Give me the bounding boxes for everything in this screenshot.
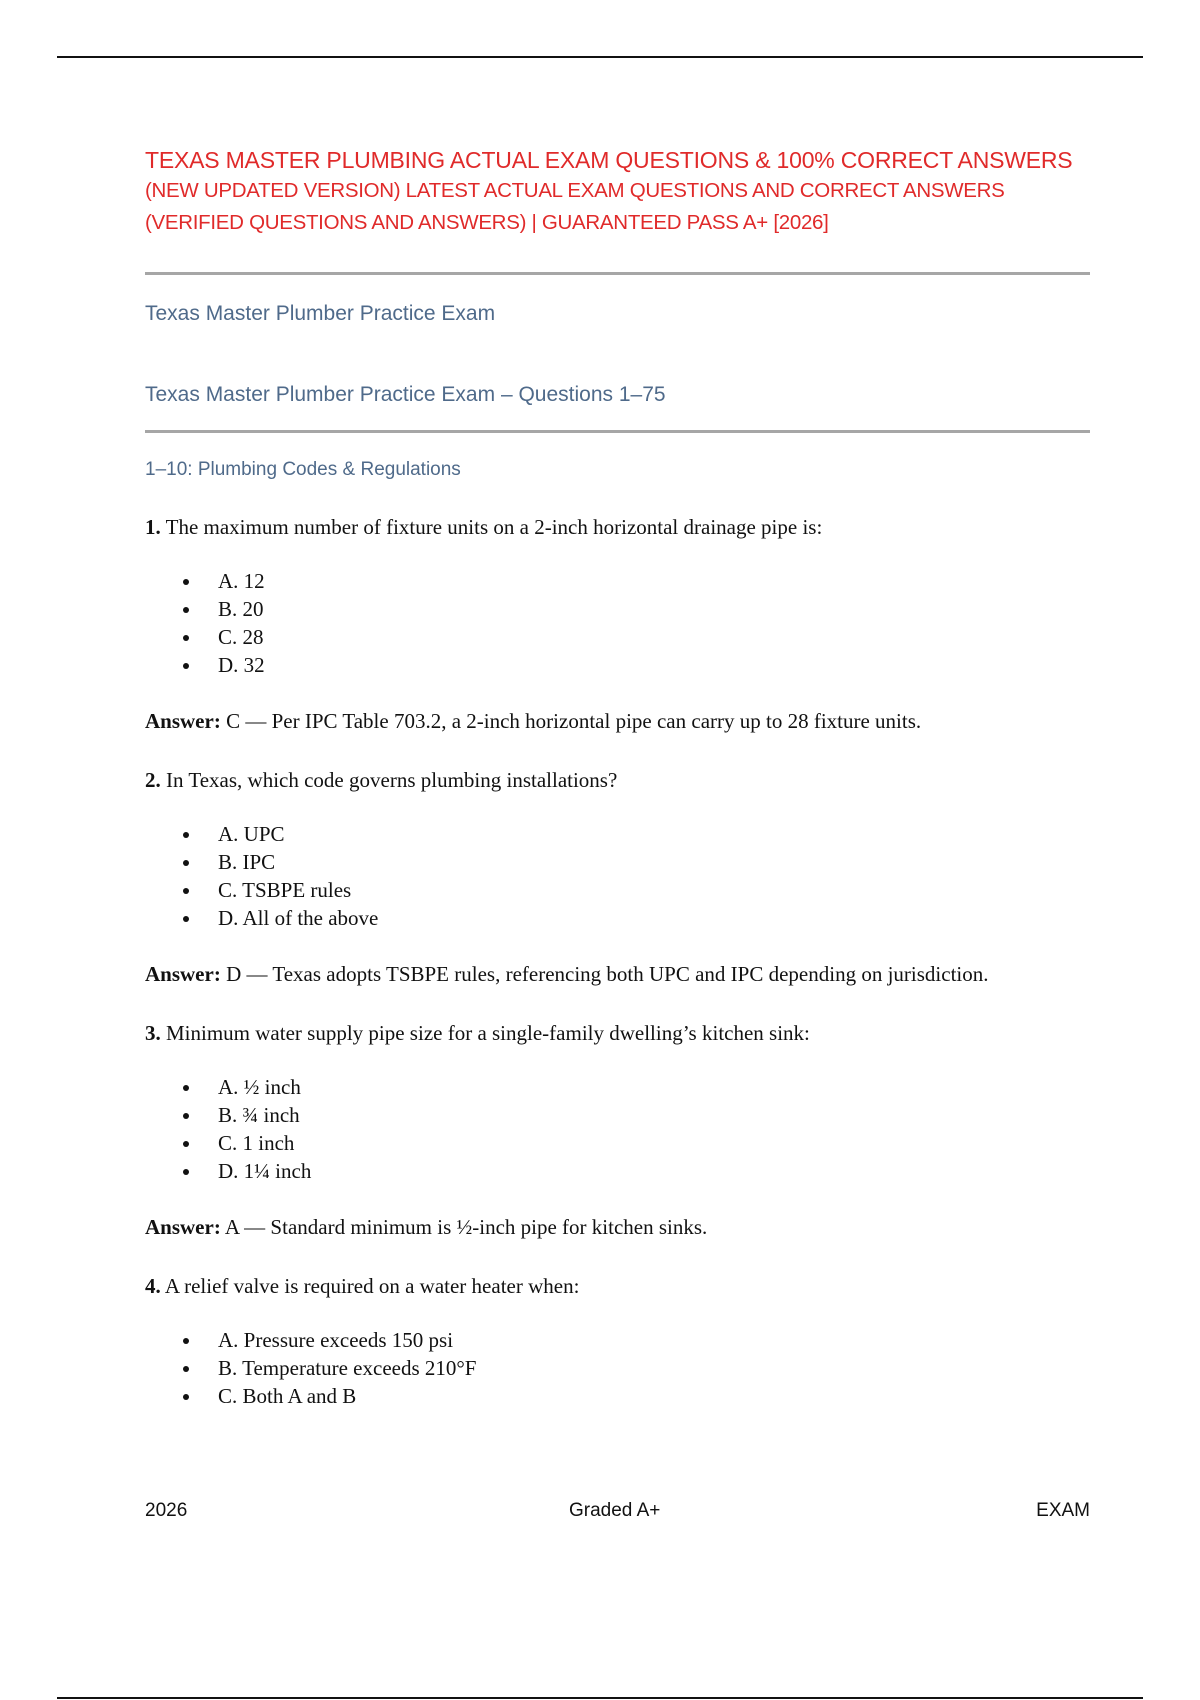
options-list xyxy=(145,1326,1090,1410)
subtitle-questions-range: Texas Master Plumber Practice Exam – Questions 1–75 xyxy=(145,383,666,406)
options-list xyxy=(145,820,1090,932)
document-title xyxy=(145,145,1090,239)
option: B. IPC xyxy=(145,848,1090,876)
option: A. 12 xyxy=(145,567,1090,595)
question-text: In Texas, which code governs plumbing installations? xyxy=(166,768,618,792)
footer-year: 2026 xyxy=(145,1500,188,1521)
divider xyxy=(145,272,1090,275)
option: D. All of the above xyxy=(145,904,1090,932)
option: C. Both A and B xyxy=(145,1382,1090,1410)
question-number: 4. xyxy=(145,1274,161,1298)
question-number: 3. xyxy=(145,1021,161,1045)
question-1 xyxy=(145,513,1090,541)
answer-label: Answer: xyxy=(145,709,221,733)
subtitle-practice-exam: Texas Master Plumber Practice Exam xyxy=(145,302,496,325)
answer-label: Answer: xyxy=(145,1215,221,1239)
page-footer xyxy=(145,1500,1090,1526)
footer-grade: Graded A+ xyxy=(569,1500,661,1521)
option: B. ¾ inch xyxy=(145,1101,1090,1129)
section-heading: 1–10: Plumbing Codes & Regulations xyxy=(145,459,461,480)
title-line-2: (NEW UPDATED VERSION) LATEST ACTUAL EXAM QUESTIONS AND CORRECT ANSWERS xyxy=(145,179,1005,202)
question-3 xyxy=(145,1019,1090,1047)
answer-text: D — Texas adopts TSBPE rules, referencing both UPC and IPC depending on jurisdiction. xyxy=(226,962,989,986)
title-line-1: TEXAS MASTER PLUMBING ACTUAL EXAM QUESTIONS & 100% CORRECT ANSWERS xyxy=(145,147,1073,173)
options-list xyxy=(145,1073,1090,1185)
question-text: The maximum number of fixture units on a 2-inch horizontal drainage pipe is: xyxy=(165,515,823,539)
option: C. 1 inch xyxy=(145,1129,1090,1157)
question-number: 2. xyxy=(145,768,161,792)
option: A. ½ inch xyxy=(145,1073,1090,1101)
option: A. Pressure exceeds 150 psi xyxy=(145,1326,1090,1354)
option: D. 1¼ inch xyxy=(145,1157,1090,1185)
answer-label: Answer: xyxy=(145,962,221,986)
option: B. Temperature exceeds 210°F xyxy=(145,1354,1090,1382)
option: B. 20 xyxy=(145,595,1090,623)
answer-3 xyxy=(145,1213,1090,1241)
footer-label: EXAM xyxy=(1036,1500,1090,1521)
option: C. TSBPE rules xyxy=(145,876,1090,904)
answer-1 xyxy=(145,707,1090,735)
title-line-3: (VERIFIED QUESTIONS AND ANSWERS) | GUARANTEED PASS A+ [2026] xyxy=(145,211,829,234)
divider xyxy=(145,430,1090,433)
answer-2 xyxy=(145,960,1090,988)
page-content xyxy=(145,145,1090,1410)
question-2 xyxy=(145,766,1090,794)
options-list xyxy=(145,567,1090,679)
bottom-rule xyxy=(57,1697,1143,1699)
top-rule xyxy=(57,56,1143,58)
question-4 xyxy=(145,1272,1090,1300)
option: D. 32 xyxy=(145,651,1090,679)
answer-text: A — Standard minimum is ½-inch pipe for kitchen sinks. xyxy=(224,1215,708,1239)
option: A. UPC xyxy=(145,820,1090,848)
option: C. 28 xyxy=(145,623,1090,651)
question-number: 1. xyxy=(145,515,161,539)
answer-text: C — Per IPC Table 703.2, a 2-inch horizontal pipe can carry up to 28 fixture units. xyxy=(226,709,922,733)
question-text: Minimum water supply pipe size for a single-family dwelling’s kitchen sink: xyxy=(166,1021,810,1045)
question-text: A relief valve is required on a water heater when: xyxy=(164,1274,580,1298)
